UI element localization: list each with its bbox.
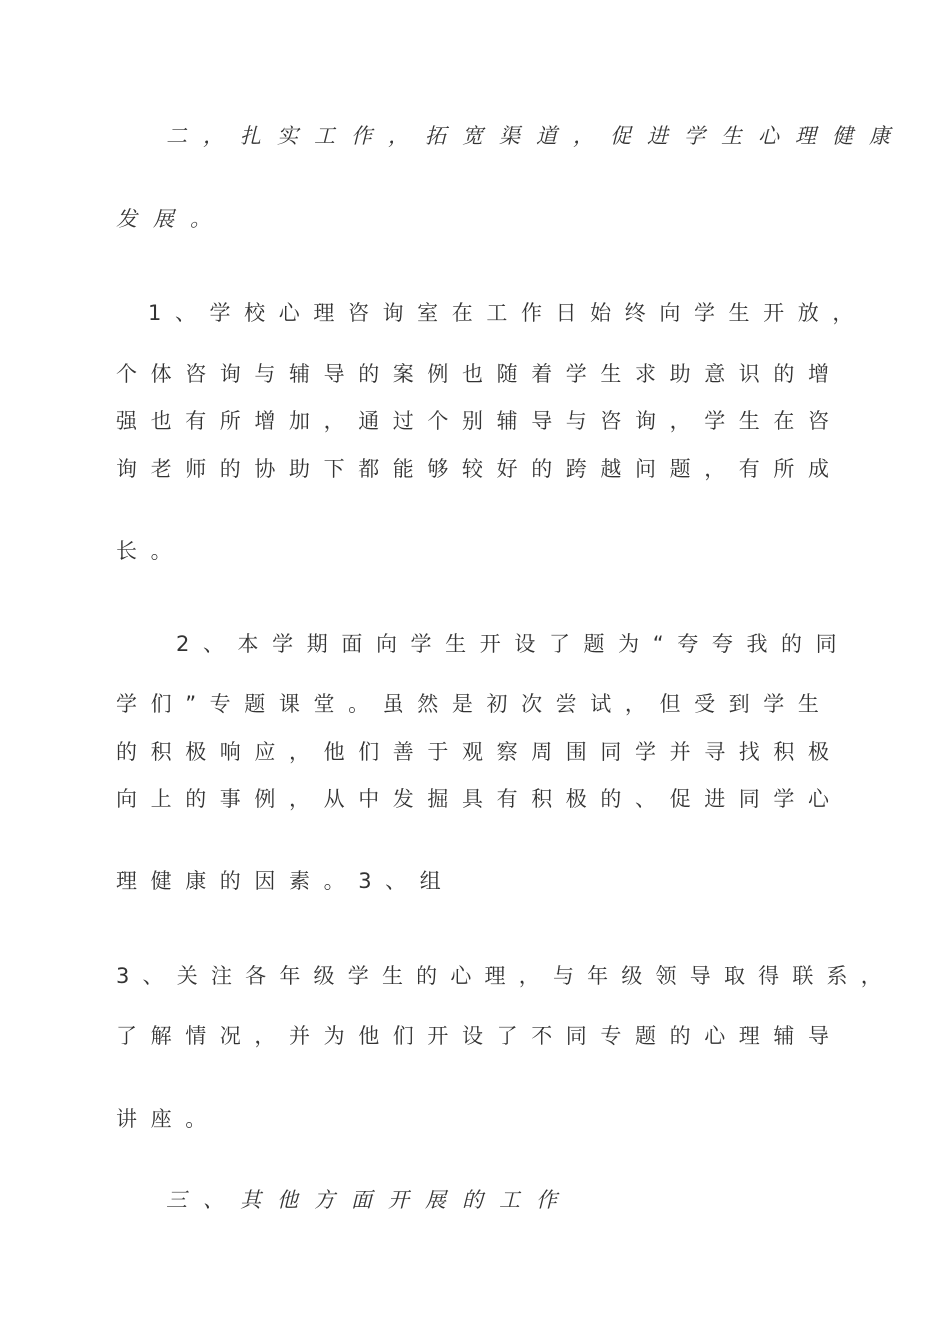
- paragraph-2-line1: 2、本学期面向学生开设了题为“夸夸我的同: [176, 632, 851, 656]
- paragraph-1-line5: 长。: [116, 539, 186, 563]
- paragraph-2-line2: 学们”专题课堂。虽然是初次尝试，但受到学生: [116, 692, 833, 716]
- paragraph-3-line1: 3、关注各年级学生的心理，与年级领导取得联系，: [116, 964, 895, 988]
- paragraph-3-line2: 了解情况，并为他们开设了不同专题的心理辅导: [116, 1024, 843, 1048]
- paragraph-1-line3: 强也有所增加，通过个别辅导与咨询，学生在咨: [116, 409, 843, 433]
- paragraph-3-line3: 讲座。: [116, 1107, 220, 1131]
- paragraph-1-line1: 1、学校心理咨询室在工作日始终向学生开放，: [148, 301, 867, 325]
- paragraph-2-line5: 理健康的因素。3、组: [116, 869, 455, 893]
- section-heading-two-line1: 二，扎实工作，拓宽渠道，促进学生心理健康: [166, 124, 906, 148]
- section-heading-two-line2: 发展。: [116, 207, 227, 231]
- paragraph-1-line2: 个体咨询与辅导的案例也随着学生求助意识的增: [116, 362, 843, 386]
- paragraph-1-line4: 询老师的协助下都能够较好的跨越问题，有所成: [116, 457, 843, 481]
- section-heading-three: 三、其他方面开展的工作: [166, 1188, 573, 1212]
- paragraph-2-line4: 向上的事例，从中发掘具有积极的、促进同学心: [116, 787, 843, 811]
- paragraph-2-line3: 的积极响应，他们善于观察周围同学并寻找积极: [116, 740, 843, 764]
